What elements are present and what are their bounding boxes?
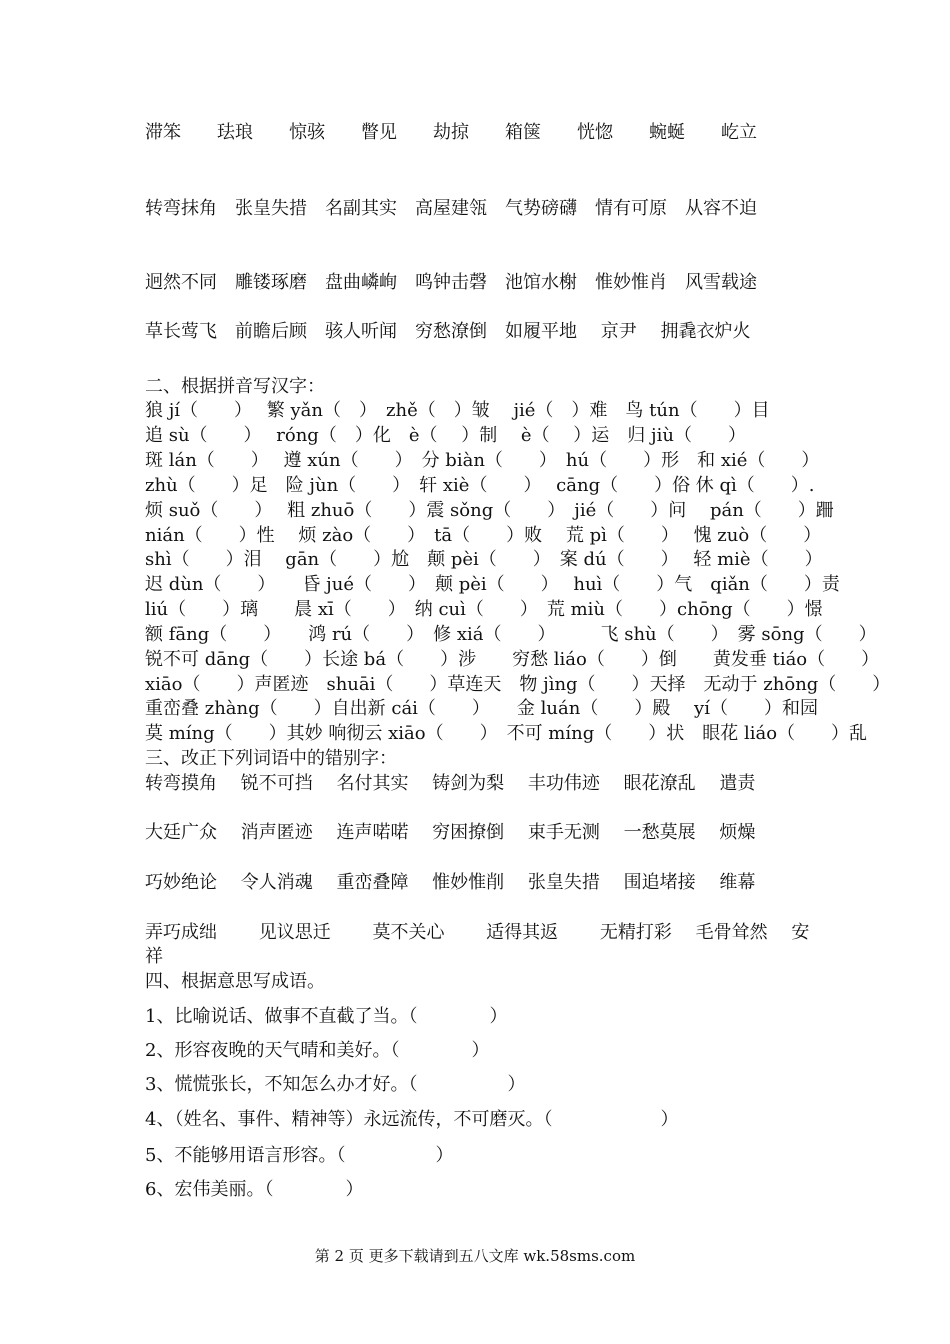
idiom-question: 6、宏伟美丽。（ ） <box>145 1179 364 1200</box>
correction-row-1: 转弯摸角 锐不可挡 名付其实 铸剑为梨 丰功伟迹 眼花潦乱 遣责 <box>145 773 756 794</box>
vocab-row-4: 草长莺飞 前瞻后顾 骇人听闻 穷愁潦倒 如履平地 京尹 拥毳衣炉火 <box>145 321 751 342</box>
correction-row-2: 大廷广众 消声匿迹 连声喏喏 穷困撩倒 束手无测 一愁莫展 烦燥 <box>145 822 756 843</box>
pinyin-line: 狼 jí（ ） 繁 yǎn（ ） zhě（ ）皱 jié（ ）难 鸟 tún（ ）目 <box>145 400 770 421</box>
pinyin-line: 烦 suǒ（ ） 粗 zhuō（ ）震 sǒng（ ） jié（ ）问 pán（ ）跚 <box>145 500 834 521</box>
page-footer: 第 2 页 更多下载请到五八文库 wk.58sms.com <box>314 1247 636 1265</box>
idiom-question: 2、形容夜晚的天气晴和美好。（ ） <box>145 1040 490 1061</box>
vocab-row-2: 转弯抹角 张皇失措 名副其实 高屋建瓴 气势磅礴 情有可原 从容不迫 <box>145 198 757 219</box>
pinyin-line: liú（ ）璃 晨 xī（ ） 纳 cuì（ ） 荒 miù（ ）chōng（ ）憬 <box>145 599 823 620</box>
pinyin-line: 重峦叠 zhàng（ ）自出新 cái（ ） 金 luán（ ）殿 yí（ ）和园 <box>145 698 818 719</box>
section-4-title: 四、根据意思写成语。 <box>145 971 325 992</box>
section-3-title: 三、改正下列词语中的错别字： <box>145 748 397 769</box>
pinyin-line: 锐不可 dāng（ ）长途 bá（ ）涉 穷愁 liáo（ ）倒 黄发垂 tiáo（ ） <box>145 649 880 670</box>
vocab-row-1: 滞笨 珐琅 惊骇 瞥见 劫掠 箱箧 恍惚 蜿蜒 屹立 <box>145 122 757 143</box>
pinyin-line: 迟 dùn（ ） 昏 jué（ ） 颠 pèi（ ） huì（ ）气 qiǎn（ ）责 <box>145 574 840 595</box>
pinyin-line: zhù（ ）足 险 jùn（ ） 轩 xiè（ ） cāng（ ）俗 休 qì（ ）. <box>145 475 815 496</box>
pinyin-line: xiāo（ ）声匿迹 shuāi（ ）草连天 物 jìng（ ）天择 无动于 zhōng（ ） <box>145 674 891 695</box>
idiom-question: 3、慌慌张长，不知怎么办才好。（ ） <box>145 1074 526 1095</box>
section-2-title: 二、根据拼音写汉字： <box>145 376 325 397</box>
vocab-row-3: 迥然不同 雕镂琢磨 盘曲嶙峋 鸣钟击磬 池馆水榭 惟妙惟肖 风雪载途 <box>145 272 757 293</box>
pinyin-line: nián（ ）性 烦 zào（ ） tā（ ）败 荒 pì（ ） 愧 zuò（ ） <box>145 525 822 546</box>
idiom-question: 5、不能够用语言形容。（ ） <box>145 1145 454 1166</box>
correction-row-4: 弄巧成绌 见议思迁 莫不关心 适得其返 无精打彩 毛骨耸然 安 <box>145 922 810 943</box>
pinyin-line: 莫 míng（ ）其妙 响彻云 xiāo（ ） 不可 míng（ ）状 眼花 liáo（ ）乱 <box>145 723 868 744</box>
pinyin-line: 斑 lán（ ） 遵 xún（ ） 分 biàn（ ） hú（ ）形 和 xié（ ） <box>145 450 820 471</box>
correction-row-4-wrap: 祥 <box>145 946 163 967</box>
pinyin-line: 追 sù（ ） róng（ ）化 è（ ）制 è（ ）运 归 jiù（ ） <box>145 425 746 446</box>
idiom-question: 1、比喻说话、做事不直截了当。（ ） <box>145 1006 508 1027</box>
correction-row-3: 巧妙绝论 令人消魂 重峦叠障 惟妙惟削 张皇失措 围追堵接 维幕 <box>145 872 756 893</box>
pinyin-line: 额 fāng（ ） 鸿 rú（ ） 修 xiá（ ） 飞 shù（ ） 雾 sōng（ ） <box>145 624 877 645</box>
idiom-question: 4、（姓名、事件、精神等）永远流传，不可磨灭。（ ） <box>145 1109 679 1130</box>
pinyin-line: shì（ ）泪 gān（ ）尬 颠 pèi（ ） 案 dú（ ） 轻 miè（ ） <box>145 549 823 570</box>
